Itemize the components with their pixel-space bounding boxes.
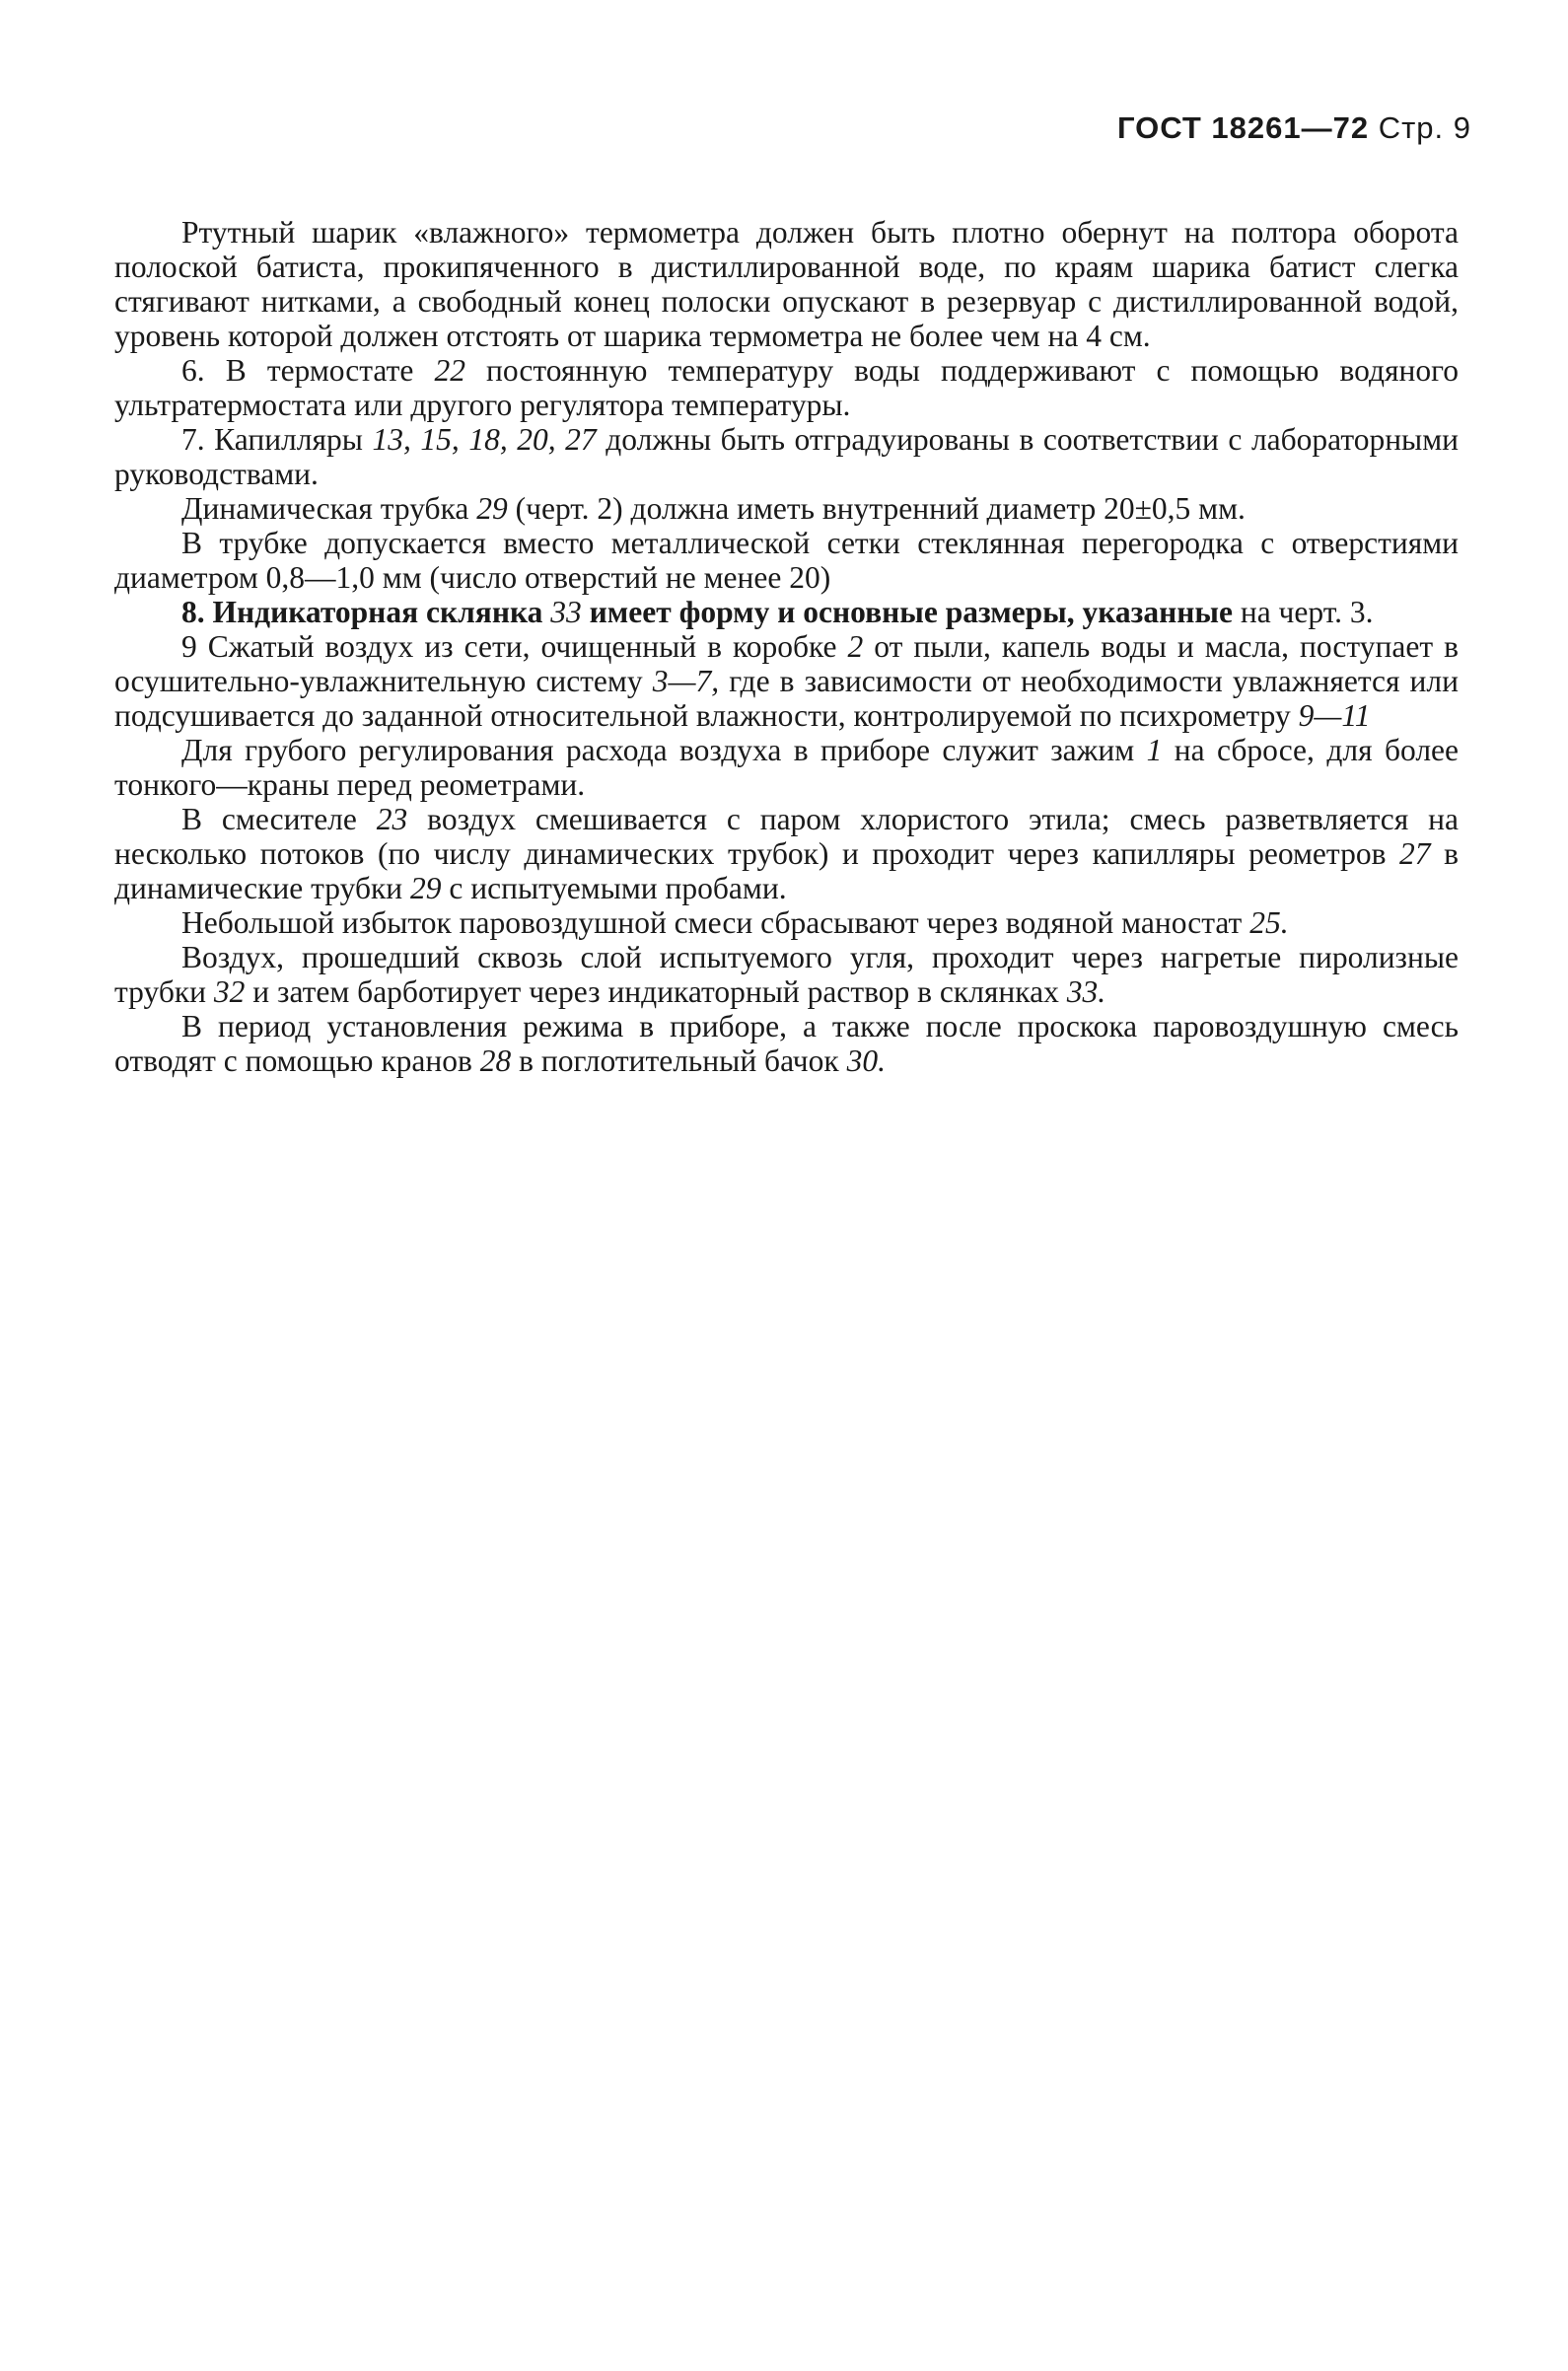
paragraph — [114, 595, 1459, 629]
paragraph — [114, 422, 1459, 491]
text-run: Небольшой избыток паровоздушной смеси сбрасывают через водяной маностат — [181, 905, 1250, 940]
text-run: В период установления режима в приборе, а также после проскока паровоздушную смесь отводят с помощью кранов — [114, 1009, 1459, 1078]
text-run: Для грубого регулирования расхода воздуха в приборе служит зажим — [181, 733, 1147, 767]
paragraph — [114, 802, 1459, 905]
text-run: где в зависимости от необходимости увлажняется или подсушивается до заданной относительной влажности, контролируемой по психрометру — [114, 664, 1459, 733]
paragraph — [114, 526, 1459, 595]
text-run: 2 — [847, 629, 864, 664]
text-run: на черт. 3. — [1232, 595, 1374, 629]
text-run: 29 — [476, 491, 508, 526]
text-run: 3—7, — [652, 664, 720, 698]
paragraph — [114, 215, 1459, 353]
text-run: 7. Капилляры — [181, 422, 373, 457]
text-run: с испытуемыми пробами. — [441, 871, 787, 905]
text-run: имеет форму и основные размеры, указанные — [581, 595, 1233, 629]
paragraph — [114, 491, 1459, 526]
text-run: в динамические трубки — [114, 836, 1459, 905]
text-run: 22 — [434, 353, 465, 388]
text-run: на сбросе, для более тонкого—краны перед реометрами. — [114, 733, 1459, 802]
text-run: и затем барботирует через индикаторный раствор в склянках — [245, 974, 1067, 1009]
paragraph — [114, 629, 1459, 733]
text-run: 33. — [1066, 974, 1106, 1009]
text-run: 1 — [1146, 733, 1163, 767]
paragraph — [114, 353, 1459, 422]
text-run: 13, 15, 18, 20, 27 — [372, 422, 597, 457]
text-run: 23 — [376, 802, 408, 836]
text-run: В трубке допускается вместо металлической сетки стеклянная перегородка с отверстиями диаметром 0,8—1,0 мм (число отверстий не менее 20) — [114, 526, 1459, 595]
text-run: 25. — [1249, 905, 1289, 940]
standard-number: ГОСТ 18261—72 — [1116, 110, 1370, 145]
text-run: Динамическая трубка — [181, 491, 477, 526]
text-run: 9 Сжатый воздух из сети, очищенный в коробке — [181, 629, 848, 664]
text-run: 29 — [410, 871, 442, 905]
text-run: В смесителе — [181, 802, 377, 836]
text-run: постоянную температуру воды поддерживают с помощью водяного ультратермостата или другого регулятора температуры. — [114, 353, 1459, 422]
paragraph — [114, 1009, 1459, 1078]
text-run: (черт. 2) должна иметь внутренний диаметр 20±0,5 мм. — [507, 491, 1246, 526]
page-header — [1117, 110, 1471, 146]
text-run: Воздух, прошедший сквозь слой испытуемого угля, проходит через нагретые пиролизные трубки — [114, 940, 1459, 1009]
text-run: 30. — [846, 1043, 886, 1078]
text-run: 6. В термостате — [181, 353, 435, 388]
text-run: 27 — [1399, 836, 1431, 871]
body-text — [114, 215, 1459, 1078]
text-run: должны быть отградуированы в соответствии с лабораторными руководствами. — [114, 422, 1460, 491]
text-run: воздух смешивается с паром хлористого этила; смесь разветвляется на несколько потоков (по числу динамических трубок) и проходит через капилляры реометров — [114, 802, 1459, 871]
paragraph — [114, 940, 1459, 1009]
text-run: 8. Индикаторная склянка — [181, 595, 551, 629]
text-run: Ртутный шарик «влажного» термометра должен быть плотно обернут на полтора оборота полоской батиста, прокипяченного в дистиллированной воде, по краям шарика батист слегка стягивают нитками, а свободный конец полоски опускают в резервуар с дистиллированной водой, уровень которой должен отстоять от шарика термометра не более чем на 4 см. — [114, 215, 1459, 353]
text-run: 33 — [550, 595, 582, 629]
text-run: в поглотительный бачок — [511, 1043, 847, 1078]
text-run: 32 — [213, 974, 246, 1009]
text-run: 9—11 — [1298, 698, 1371, 733]
text-run: от пыли, капель воды и масла, поступает в осушительно-увлажнительную систему — [114, 629, 1459, 698]
paragraph — [114, 733, 1459, 802]
paragraph — [114, 905, 1459, 940]
text-run: 28 — [479, 1043, 512, 1078]
page-number: Стр. 9 — [1378, 110, 1471, 145]
